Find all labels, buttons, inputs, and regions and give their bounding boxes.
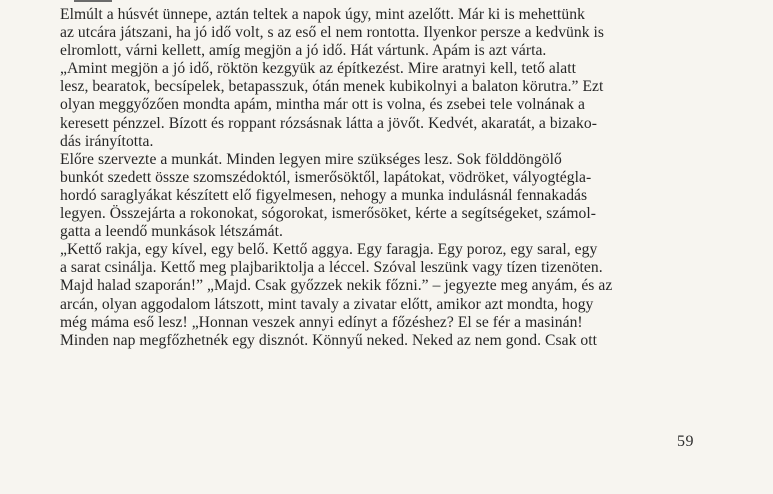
text-line: Előre szervezte a munkát. Minden legyen mire szükséges lesz. Sok földdöngölő bbox=[60, 150, 562, 168]
text-line: hordó saraglyákat készített elő figyelmesen, nehogy a munka indulásnál fennakadás bbox=[60, 186, 588, 204]
text-line: a sarat csinálja. Kettő meg plajbariktolja a léccel. Szóval leszünk vagy tízen tizenöten. bbox=[60, 259, 603, 277]
page-number: 59 bbox=[677, 433, 694, 450]
body-text bbox=[60, 6, 722, 350]
top-edge-mark bbox=[74, 0, 112, 2]
text-line: Majd halad szaporán!” „Majd. Csak győzzek nekik főzni.” – jegyezte meg anyám, és az bbox=[60, 277, 613, 295]
text-line: Elmúlt a húsvét ünnepe, aztán teltek a napok úgy, mint azelőtt. Már ki is mehettünk bbox=[60, 6, 585, 23]
text-line: „Amint megjön a jó idő, röktön kezgyük az építkezést. Mire aratnyi kell, tető alatt bbox=[60, 60, 576, 78]
text-line: Minden nap megfőzhetnék egy disznót. Könnyű neked. Neked az nem gond. Csak ott bbox=[60, 331, 597, 349]
text-line: arcán, olyan aggodalom látszott, mint tavaly a zivatar előtt, amikor azt mondta, hogy bbox=[60, 295, 594, 313]
text-line: legyen. Összejárta a rokonokat, sógorokat, ismerősöket, kérte a segítségeket, számol- bbox=[60, 205, 596, 223]
text-line: lesz, bearatok, becsípelek, betapasszuk, ótán menek kubikolnyi a balaton körutra.” Ezt bbox=[60, 78, 604, 96]
text-line: dás irányította. bbox=[60, 132, 154, 150]
paragraph-2 bbox=[60, 60, 722, 150]
text-line: olyan meggyőzően mondta apám, mintha már ott is volna, és zsebei tele volnának a bbox=[60, 96, 585, 114]
text-line: elromlott, várni kellett, amíg megjön a jó idő. Hát vártunk. Apám is azt várta. bbox=[60, 42, 547, 60]
text-line: bunkót szedett össze szomszédoktól, ismerősöktől, lapátokat, vödröket, vályogtégla- bbox=[60, 168, 592, 186]
paragraph-1 bbox=[60, 6, 722, 60]
text-line: gatta a leendő munkások létszámát. bbox=[60, 223, 283, 241]
paragraph-3 bbox=[60, 151, 722, 241]
text-line: még máma eső lesz! „Honnan veszek annyi edínyt a főzéshez? El se fér a masinán! bbox=[60, 313, 583, 331]
text-line: „Kettő rakja, egy kível, egy belő. Kettő aggya. Egy faragja. Egy poroz, egy saral, egy bbox=[60, 241, 598, 259]
paragraph-4 bbox=[60, 241, 722, 350]
text-line: az utcára játszani, ha jó idő volt, s az eső el nem rontotta. Ilyenkor persze a kedvünk is bbox=[60, 24, 605, 42]
text-line: keresett pénzzel. Bízott és roppant rózsásnak látta a jövőt. Kedvét, akaratát, a bizako- bbox=[60, 114, 597, 132]
